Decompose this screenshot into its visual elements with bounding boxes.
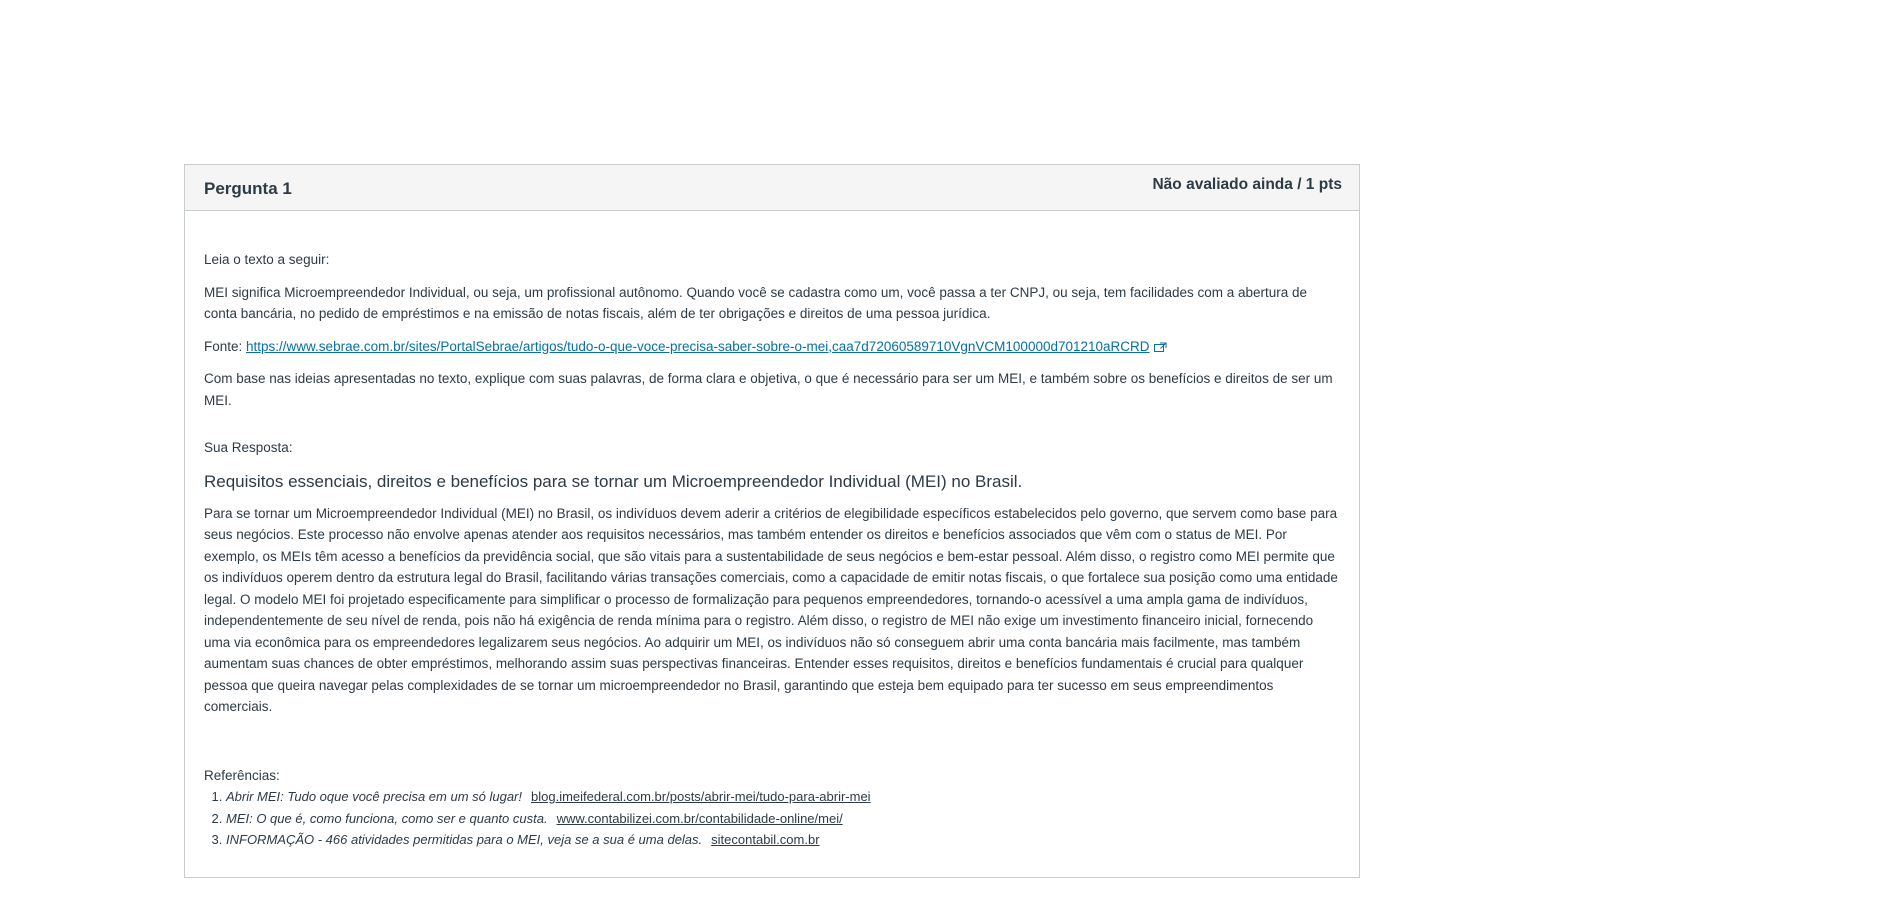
answer-label: Sua Resposta: xyxy=(204,440,293,455)
reference-link[interactable]: sitecontabil.com.br xyxy=(711,832,820,847)
answer-text: Para se tornar um Microempreendedor Individual (MEI) no Brasil, os indivíduos devem aderir a critérios de elegibilidade específicos estabelecidos pelo governo, que servem como base para seus negócios. Este processo não envolve apenas atender aos requisitos necessários, mas também entender os direitos e benefícios associados que vêm com o status de MEI. Por exemplo, os MEIs têm acesso a benefícios da previdência social, que são vitais para a sustentabilidade de seus negócios e bem-estar pessoal. Além disso, o registro como MEI permite que os indivíduos operem dentro da estrutura legal do Brasil, facilitando várias transações comerciais, como a capacidade de emitir notas fiscais, o que fortalece sua posição como uma entidade legal. O modelo MEI foi projetado especificamente para simplificar o processo de formalização para pequenos empreendedores, tornando-o acessível a uma ampla gama de indivíduos, independentemente de seu nível de renda, pois não há exigência de renda mínima para o registro. Além disso, o registro de MEI não exige um investimento financeiro inicial, fornecendo uma via econômica para os empreendedores legalizarem seus negócios. Ao adquirir um MEI, os indivíduos não só conseguem abrir uma conta bancária mais facilmente, mas também aumentam suas chances de obter empréstimos, melhorando assim suas perspectivas financeiras. Entender esses requisitos, direitos e benefícios fundamentais é crucial para qualquer pessoa que queira navegar pelas complexidades de se tornar um microempreendedor no Brasil, garantindo que esteja bem equipado para ter sucesso em seus empreendimentos comerciais. xyxy=(204,505,1338,714)
answer-title: Requisitos essenciais, direitos e benefícios para se tornar um Microempreendedor Individual (MEI) no Brasil. xyxy=(204,471,1023,491)
question-title: Pergunta 1 xyxy=(204,179,292,198)
question-intro: Leia o texto a seguir: xyxy=(204,252,330,267)
question-passage: MEI significa Microempreendedor Individual, ou seja, um profissional autônomo. Quando você se cadastra como um, você passa a ter CNPJ, ou seja, tem facilidades com a abertura de conta bancária, no pedido de empréstimos e na emissão de notas fiscais, além de ter obrigações e direitos de uma pessoa jurídica. xyxy=(204,284,1308,321)
references-label: Referências: xyxy=(204,767,280,783)
source-link[interactable]: https://www.sebrae.com.br/sites/PortalSebrae/artigos/tudo-o-que-voce-precisa-saber-sobre-o-mei,caa7d72060589710VgnVCM100000d701210aRCRD xyxy=(246,338,1150,354)
question-points: Não avaliado ainda / 1 pts xyxy=(1152,176,1342,193)
reference-link[interactable]: www.contabilizei.com.br/contabilidade-online/mei/ xyxy=(556,810,843,826)
reference-item xyxy=(226,808,1340,830)
reference-title: Abrir MEI: Tudo oque você precisa em um só lugar! xyxy=(226,789,522,804)
question-prompt: Com base nas ideias apresentadas no texto, explique com suas palavras, de forma clara e objetiva, o que é necessário para ser um MEI, e também sobre os benefícios e direitos de ser um MEI. xyxy=(204,371,1333,408)
question-header xyxy=(185,165,1359,211)
question-source xyxy=(204,336,1340,358)
source-label: Fonte: xyxy=(204,338,247,354)
reference-title: INFORMAÇÃO - 466 atividades permitidas para o MEI, veja se a sua é uma delas. xyxy=(226,832,703,847)
question-body xyxy=(185,211,1359,877)
references-list xyxy=(204,786,1340,851)
reference-title: MEI: O que é, como funciona, como ser e quanto custa. xyxy=(226,810,548,826)
reference-link[interactable]: blog.imeifederal.com.br/posts/abrir-mei/tudo-para-abrir-mei xyxy=(531,789,871,804)
reference-item xyxy=(226,829,1340,851)
question-card xyxy=(184,164,1360,878)
external-link-icon[interactable] xyxy=(1154,337,1167,347)
reference-item xyxy=(226,786,1340,808)
